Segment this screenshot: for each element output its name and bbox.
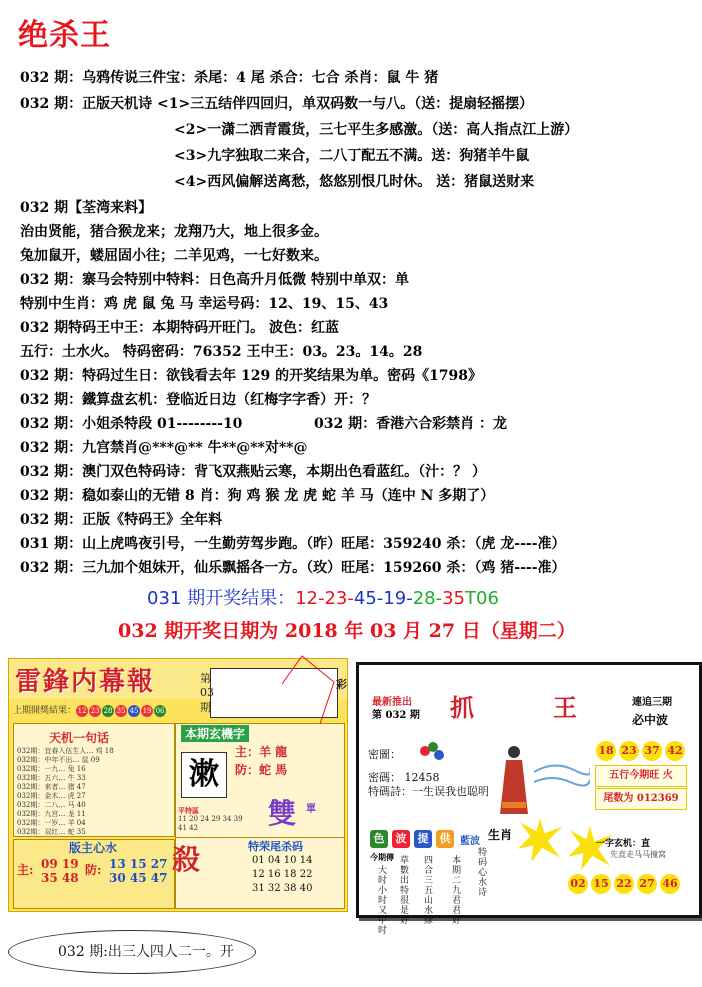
wave-num: 18 xyxy=(596,741,616,761)
text-line: <3>九字独取二来合，二八丁配五不满。送：狗猪羊牛鼠 xyxy=(174,148,530,164)
banzhu-title: 版主心水 xyxy=(69,841,118,855)
bottom-nums xyxy=(568,872,683,894)
text-line: 治由贤能，猪合猴龙来；龙翔乃大，地上很多金。 xyxy=(20,224,328,240)
mima-label: 密碼： xyxy=(368,771,401,784)
text-line: 031 期：山上虎鸣夜引号，一生勤劳驾步跑。（昨）旺尾：359240 杀：（虎 龙----准） xyxy=(20,536,566,552)
vertical-text: 四合三五山水綠 xyxy=(424,856,434,926)
right-wang: 王 xyxy=(553,693,577,722)
fang-num-row: 13 15 27 xyxy=(109,857,168,871)
page-title: 绝杀王 xyxy=(18,18,111,53)
right-lianzhui: 連追三期 xyxy=(632,697,672,708)
mitu-label: 密圖： xyxy=(368,748,401,761)
sebo-box: 供 xyxy=(436,830,454,848)
result-sep: - xyxy=(376,588,384,609)
draw-result-label: 031 期开奖结果： xyxy=(147,588,296,609)
tianji-line: 032期：金木… 虎 27 xyxy=(17,792,86,800)
bottom-num: 27 xyxy=(637,874,657,894)
temashi-row xyxy=(368,783,489,799)
result-sep: - xyxy=(317,588,325,609)
wave-num: 23 xyxy=(619,741,639,761)
right-bizhong: 必中波 xyxy=(632,713,669,727)
text-line: 五行：土水火。 特码密码：76352 王中王：03。23。14。28 xyxy=(20,344,423,360)
result-sep: - xyxy=(347,588,354,609)
text-line: 032 期：澳门双色特码诗：背飞双燕贴云寒，本期出色看蓝红。（汁：？ ） xyxy=(20,464,486,480)
wave-num: 42 xyxy=(665,741,685,761)
temashi-value: 一生误我也聪明 xyxy=(412,785,489,798)
tezhao-title: 特荣尾杀码 xyxy=(248,840,303,853)
xuanji-title: 本期玄機字 xyxy=(181,725,249,742)
draw-result xyxy=(147,584,499,610)
result-num: 35 xyxy=(442,588,466,609)
text-line: 032 期特码王中王：本期特码开旺门。 波色：红蓝 xyxy=(20,320,339,336)
result-ball: 23 xyxy=(90,706,100,715)
bottom-num: 46 xyxy=(660,874,680,894)
text-line: 032 期：三九加个姐妹开，仙乐飘摇各一方。（玫）旺尾：159260 杀：（鸡 猪----准） xyxy=(20,560,566,576)
vertical-text: 本期二九君君好 xyxy=(452,856,462,926)
panel-title: 雷鋒内幕報 xyxy=(15,667,156,697)
popup-tail: 彩 xyxy=(336,678,347,691)
vertical-text: 草數出特很是好 xyxy=(400,856,410,926)
text-line: 032 期：小姐杀特段 01--------10 xyxy=(20,416,243,432)
text-line: 032 期：九宫禁肖@***@** 牛**@**对**@ xyxy=(20,440,308,456)
result-ball: 35 xyxy=(116,706,126,715)
issue-frag-3: 期 xyxy=(200,701,211,714)
text-line: 032 期【荃湾来料】 xyxy=(20,200,153,216)
text-line: 032 期：乌鸦传说三件宝：杀尾：4 尾 杀合：七合 杀肖：鼠 牛 猪 xyxy=(20,70,439,86)
result-num: 19 xyxy=(383,588,407,609)
tianji-line: 032期：二八… 马 40 xyxy=(17,801,86,809)
tianji-line: 032期：双红… 蛇 35 xyxy=(17,828,86,836)
jinqi-label: 今期傳 xyxy=(370,852,394,862)
tianji-line: 032期：五六… 牛 33 xyxy=(17,774,86,782)
tianji-line: 032期：宜春入伍生人… 鸡 18 xyxy=(17,747,114,755)
yiju: 一字玄机：直 xyxy=(596,839,651,849)
shuang-char: 雙 xyxy=(268,797,297,830)
last-results: 上期開獎結果： 12 23 28 35 45 19 06 xyxy=(13,706,165,716)
tianji-line: 032期：一岁… 羊 04 xyxy=(17,819,86,827)
pingte-nums: 11 20 24 29 34 39 41 42 xyxy=(178,815,243,832)
tianji-title: 天机一句话 xyxy=(49,731,110,745)
shengxiao-label: 生肖 xyxy=(488,828,513,842)
text-line: 032 期：寨马会特别中特料：日色高升月低微 特别中单双：单 xyxy=(20,272,409,288)
fang-num-row: 30 45 47 xyxy=(109,871,168,885)
tezhao-row: 12 16 18 22 xyxy=(252,869,313,880)
zhu-num-row: 35 48 xyxy=(41,871,79,885)
result-special: T06 xyxy=(465,588,499,609)
pointer-shape xyxy=(278,654,338,728)
pingte-area xyxy=(178,806,250,833)
right-issue: 第 032 期 xyxy=(372,710,420,721)
tianji-list xyxy=(17,747,114,837)
issue-frag-1: 第 xyxy=(200,672,211,685)
dan-char: 單 xyxy=(306,804,316,815)
landscape-illustration xyxy=(534,752,590,792)
text-line: <4>西风偏解送离愁，悠悠别恨几时休。 送：猪鼠送财来 xyxy=(174,174,535,190)
result-ball: 45 xyxy=(129,706,139,715)
tezhao-grid xyxy=(252,854,312,896)
sha-char: 殺 xyxy=(172,843,201,876)
oval-text: 032 期:出三人四人二一。开 xyxy=(58,944,234,960)
zhu-text: 主：羊 龍 xyxy=(235,745,288,759)
wuxing-box: 五行今期旺 火 xyxy=(595,765,687,787)
text-line: 032 期：正版天机诗 <1>三五结伴四回归，单双码数一与八。（送：提扇轻摇摆） xyxy=(20,96,534,112)
weishu-box: 尾数为 012369 xyxy=(595,788,687,810)
last-results-label: 上期開獎結果 xyxy=(13,706,68,716)
issue-frag-2: 03 xyxy=(200,686,214,699)
sebo-box: 色 xyxy=(370,830,388,848)
tianji-line: 032期：一九… 兔 16 xyxy=(17,765,86,773)
bottom-num: 02 xyxy=(568,874,588,894)
bottom-num: 15 xyxy=(591,874,611,894)
right-new: 最新推出 xyxy=(372,697,412,708)
text-line: 032 期：稳如泰山的无错 8 肖：狗 鸡 猴 龙 虎 蛇 羊 马（连中 N 多期了） xyxy=(20,488,495,504)
bottom-num: 22 xyxy=(614,874,634,894)
text-line: 032 期：特码过生日：欲钱看去年 129 的开奖结果为单。密码《1798》 xyxy=(20,368,483,384)
text-line: 032 期：香港六合彩禁肖 ：龙 xyxy=(314,416,507,432)
tianji-line: 032期：九宫… 龙 11 xyxy=(17,810,86,818)
tezhao-row: 31 32 38 40 xyxy=(252,883,313,894)
mystery-char: 漱 xyxy=(181,752,227,798)
result-sep: - xyxy=(406,588,413,609)
result-ball: 12 xyxy=(77,706,87,715)
zhu-nums xyxy=(41,857,79,885)
tianji-line: 032期：来者… 猪 47 xyxy=(17,783,86,791)
zhu-num-row: 09 19 xyxy=(41,857,79,871)
wave-num: 37 xyxy=(642,741,662,761)
zhu-label: 主: xyxy=(17,863,34,877)
fang-label: 防: xyxy=(85,863,102,877)
text-line: 特别中生肖：鸡 虎 鼠 兔 马 幸运号码：12、19、15、43 xyxy=(20,296,389,312)
sebo-box: 波 xyxy=(392,830,410,848)
right-zhua: 抓 xyxy=(450,693,474,722)
issue-fragment xyxy=(200,670,214,715)
pingte-label: 平特區 xyxy=(178,806,199,815)
vertical-text: 特码心水诗 xyxy=(478,848,488,898)
draw-date: 032 期开奖日期为 2018 年 03 月 27 日（星期二） xyxy=(118,620,576,642)
wave-nums xyxy=(596,739,688,761)
result-ball: 28 xyxy=(103,706,113,715)
mima-value: 12458 xyxy=(404,771,440,784)
result-sep: - xyxy=(435,588,443,609)
result-ball: 19 xyxy=(142,706,152,715)
fang-nums xyxy=(109,857,167,885)
tianji-line: 032期：中年不出… 鼠 09 xyxy=(17,756,100,764)
text-line: 032 期：鐵算盘玄机：登临近日边（红梅字字香）开：？ xyxy=(20,392,377,408)
figure-illustration xyxy=(496,742,532,818)
text-line: 032 期：正版《特码王》全年料 xyxy=(20,512,223,528)
tezhao-row: 01 04 10 14 xyxy=(252,855,313,866)
poem-tail: 先直走马马撞窝 xyxy=(610,850,666,859)
result-num: 28 xyxy=(412,588,436,609)
result-num: 23 xyxy=(324,588,348,609)
text-line: <2>一潇二洒青霞货，三七平生多感激。（送：高人指点江上游） xyxy=(174,122,579,138)
fang-text: 防：蛇 馬 xyxy=(235,763,288,777)
sebo-tail: 藍波 xyxy=(460,836,480,847)
temashi-label: 特碼詩： xyxy=(368,785,412,798)
mitu-icon xyxy=(420,740,446,764)
result-num: 12 xyxy=(295,588,318,609)
result-num: 45 xyxy=(353,588,377,609)
vertical-text: 大时小时又中时 xyxy=(378,866,388,936)
sebo-box: 提 xyxy=(414,830,432,848)
text-line: 兔加鼠开，蝼屈固小往；二羊见鸡，一七好数来。 xyxy=(20,248,328,264)
result-ball: 06 xyxy=(155,706,165,715)
